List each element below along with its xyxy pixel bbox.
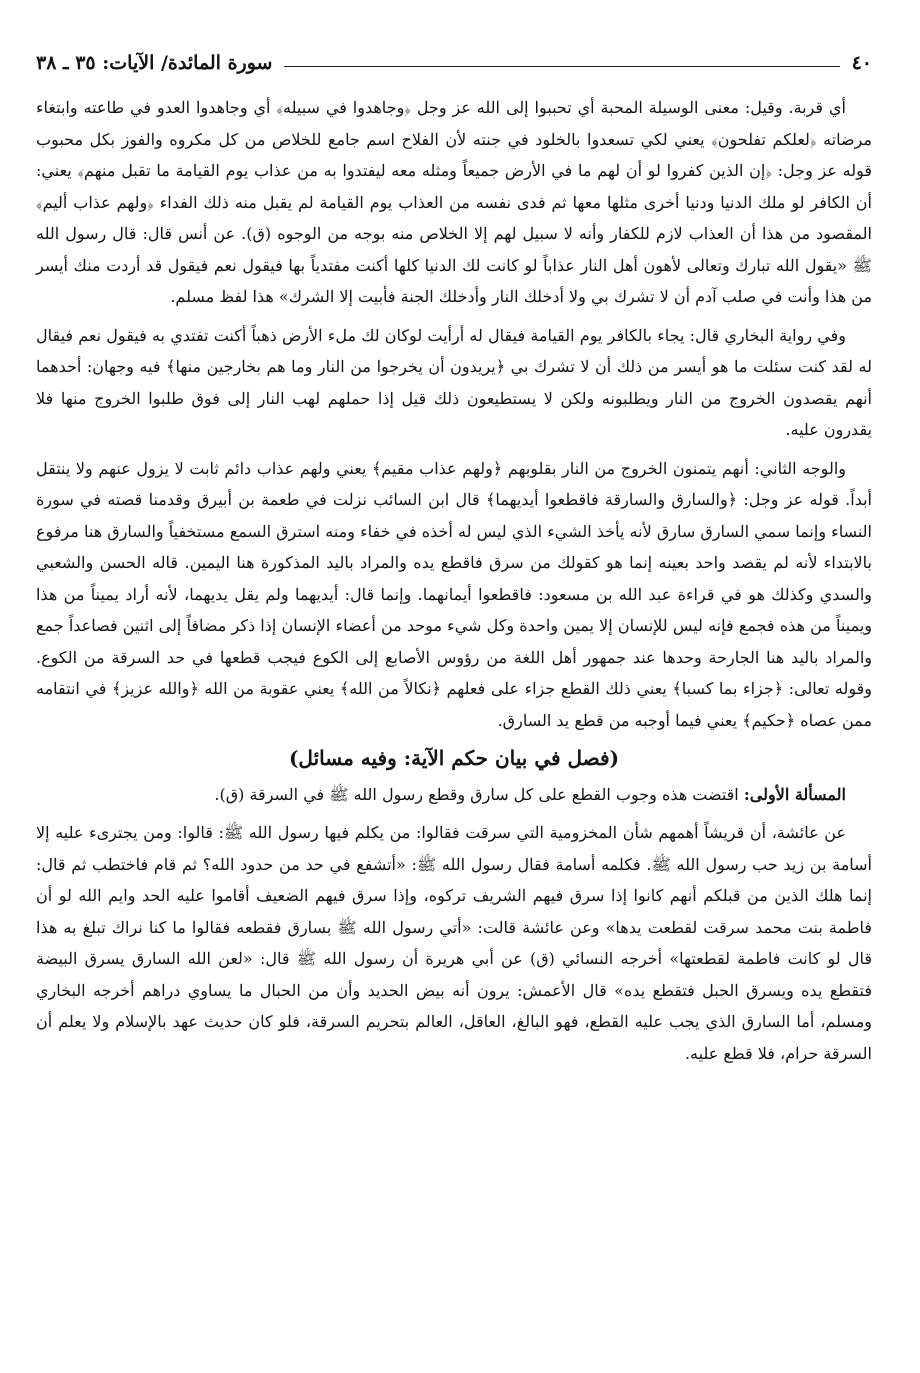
paragraph-2 bbox=[36, 320, 872, 446]
page-body bbox=[36, 92, 872, 1076]
section-title: (فصل في بيان حكم الآية: وفيه مسائل) bbox=[288, 746, 620, 770]
paragraph-text: والوجه الثاني: أنهم يتمنون الخروج من النار بقلوبهم ﴿ولهم عذاب مقيم﴾ يعني ولهم عذاب دائم ثابت لا يزول عنهم ولا ينتقل أبداً. قوله عز وجل: ﴿والسارق والسارقة فاقطعوا أيديهما﴾ قال ابن السائب نزلت في طعمة بن أبيرق وقدمنا قصته في سورة النساء وإنما سمي السارق سارق لأنه يأخذ الشيء الذي ليس له أخذه في خفاء ومنه استرق السمع مستخفياً والسارق هنا مرفوع بالابتداء لأنه لم يقصد واحد بعينه إنما هو كقولك من سرق فاقطع يده والمراد باليد المذكورة هنا اليمين. قاله الحسن والشعبي والسدي وكذلك هو في قراءة عبد الله بن مسعود: فاقطعوا أيمانهما. وإنما قال: أيديهما ولم يقل يديهما، لأنه أراد يميناً من هذا ويميناً من هذه فجمع فإنه ليس للإنسان إلا يمين واحدة وكل شيء موحد من أعضاء الإنسان إذا ذكر مضافاً إلى اثنين فصاعداً جمع والمراد باليد هنا الجارحة وحدها عند جمهور أهل اللغة من رؤوس الأصابع إلى الكوع فيجب قطعها في حد السرقة من الكوع. وقوله تعالى: ﴿جزاء بما كسبا﴾ يعني ذلك القطع جزاء على فعلهم ﴿نكالاً من الله﴾ يعني عقوبة من الله ﴿والله عزيز﴾ في انتقامه ممن عصاه ﴿حكيم﴾ يعني فيما أوجبه من قطع يد السارق. bbox=[36, 458, 873, 730]
paragraph-1 bbox=[36, 92, 872, 313]
paragraph-3 bbox=[36, 453, 872, 737]
page-number: ٤٠ bbox=[851, 52, 872, 74]
issue-1 bbox=[36, 779, 872, 811]
paragraph-text: وفي رواية البخاري قال: يجاء بالكافر يوم القيامة فيقال له أرأيت لوكان لك ملء الأرض ذهباً أكنت تفتدي به فيقول نعم فيقال له لقد كنت سئلت ما هو أيسر من ذلك أن لا تشرك بي ﴿يريدون أن يخرجوا من النار وما هم بخارجين منها﴾ فيه وجهان: أحدهما أنهم يقصدون الخروج من النار ويطلبونه ولكن لا يستطيعون ذلك قيل إذا حملهم لهب النار إلى فوق طلبوا الخروج منها فلا يقدرون عليه. bbox=[36, 325, 873, 439]
issue-text: اقتضت هذه وجوب القطع على كل سارق وقطع رسول الله ﷺ في السرقة (ق). bbox=[214, 784, 744, 804]
header-rule bbox=[284, 66, 839, 67]
running-title: سورة المائدة/ الآيات: ٣٥ ـ ٣٨ bbox=[36, 52, 273, 74]
paragraph-text: عن عائشة، أن قريشاً أهمهم شأن المخزومية التي سرقت فقالوا: من يكلم فيها رسول الله ﷺ: قالوا: ومن يجترىء عليه إلا أسامة بن زيد حب رسول الله ﷺ. فكلمه أسامة فقال رسول الله ﷺ: «أتشفع في حد من حدود الله؟ ثم قام فاختطب ثم قال: إنما هلك الذين من قبلكم أنهم كانوا إذا سرق فيهم الشريف تركوه، وإذا سرق فيهم الضعيف أقاموا عليه الحد وايم الله لو أن فاطمة بنت محمد سرقت لقطعت يدها» وعن عائشة قالت: «أتي رسول الله ﷺ بسارق فقطعه فقالوا ما كنا نراك تبلغ به هذا قال لو كانت فاطمة لقطعتها» أخرجه النسائي (ق) عن أبي هريرة أن رسول الله ﷺ قال: «لعن الله السارق يسرق البيضة فتقطع يده ويسرق الحبل فتقطع يده» قال الأعمش: يرون أنه بيض الحديد وأن من الحبال ما يساوي دراهم أخرجه البخاري ومسلم، أما السارق الذي يجب عليه القطع، فهو البالغ، العاقل، العالم بتحريم السرقة، فلو كان حديث عهد بالإسلام ولا يعلم أن السرقة حرام، فلا قطع عليه. bbox=[36, 823, 872, 1063]
paragraph-text: أي قربة. وقيل: معنى الوسيلة المحبة أي تحببوا إلى الله عز وجل ﴿وجاهدوا في سبيله﴾ أي وجاهدوا العدو في طاعته وابتغاء مرضاته ﴿لعلكم تفلحون﴾ يعني لكي تسعدوا بالخلود في جنته لأن الفلاح اسم جامع للخلاص من كل مكروه والفوز بكل محبوب قوله عز وجل: ﴿إن الذين كفروا لو أن لهم ما في الأرض جميعاً ومثله معه ليفتدوا به من عذاب يوم القيامة ما تقبل منهم﴾ يعني: أن الكافر لو ملك الدنيا ودنيا أخرى مثلها معها ثم فدى نفسه من العذاب يوم القيامة لم يقبل منه ذلك الفداء ﴿ولهم عذاب أليم﴾ المقصود من هذا أن العذاب لازم للكفار وأنه لا سبيل لهم إلا الخلاص منه بوجه من الوجوه (ق). عن أنس قال: قال رسول الله ﷺ «يقول الله تبارك وتعالى لأهون أهل النار عذاباً لو كانت لك الدنيا كلها أكنت مفتدياً بها فيقول نعم فيقول قد أردت منك أيسر من هذا وأنت في صلب آدم أن لا تشرك بي ولا أدخلك النار وأدخلك الجنة فأبيت إلا الشرك» هذا لفظ مسلم. bbox=[36, 98, 872, 306]
issue-lead: المسألة الأولى: bbox=[743, 784, 846, 804]
page-header bbox=[36, 40, 872, 74]
hadith-paragraph bbox=[36, 817, 872, 1069]
